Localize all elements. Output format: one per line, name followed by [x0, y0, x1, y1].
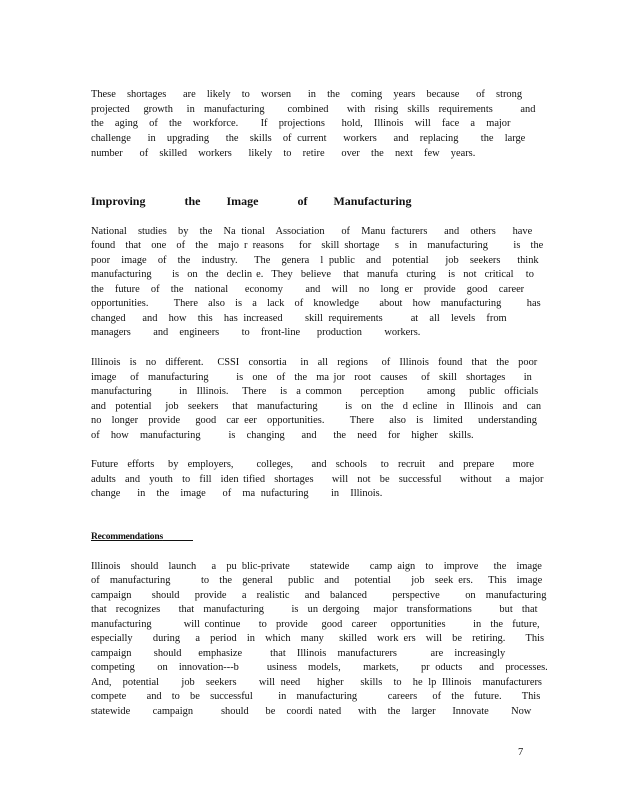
section-heading-improving-image: Improving the Image of Manufacturing — [91, 194, 412, 208]
paragraph-4-line: adults and youth to fill iden tified shortages will not be successful without a major — [91, 474, 544, 485]
paragraph-2-line: poor image of the industry. The genera l public and potential job seekers think — [91, 255, 539, 266]
paragraph-2-line: changed and how this has increased skill requirements at all levels from — [91, 313, 507, 324]
paragraph-5-line: statewide campaign should be coordi nated with the larger Innovate Now — [91, 706, 532, 717]
paragraph-1-line: projected growth in manufacturing combined with rising skills requirements and — [91, 104, 536, 115]
paragraph-4-line: Future efforts by employers, colleges, and schools to recruit and prepare more — [91, 459, 534, 470]
paragraph-5-line: manufacturing will continue to provide good career opportunities in the future, — [91, 619, 540, 630]
paragraph-4-line: change in the image of ma nufacturing in Illinois. — [91, 488, 383, 499]
paragraph-2-line: managers and engineers to front-line production workers. — [91, 327, 421, 338]
paragraph-2-line: manufacturing is on the declin e. They believe that manufa cturing is not critical to — [91, 269, 534, 280]
page-number: 7 — [518, 747, 524, 758]
paragraph-3-line: no longer provide good car eer opportunities. There also is limited understanding — [91, 415, 537, 426]
paragraph-2-line: found that one of the majo r reasons for skill shortage s in manufacturing is the — [91, 240, 544, 251]
paragraph-3-line: of how manufacturing is changing and the need for higher skills. — [91, 430, 474, 441]
paragraph-1-line: challenge in upgrading the skills of current workers and replacing the large — [91, 133, 526, 144]
paragraph-5-line: compete and to be successful in manufacturing careers of the future. This — [91, 691, 541, 702]
paragraph-1-line: the aging of the workforce. If projections hold, Illinois will face a major — [91, 118, 511, 129]
paragraph-2-line: opportunities. There also is a lack of knowledge about how manufacturing has — [91, 298, 541, 309]
paragraph-3-line: image of manufacturing is one of the ma jor root causes of skill shortages in — [91, 372, 532, 383]
paragraph-1-line: number of skilled workers likely to retire over the next few years. — [91, 148, 476, 159]
paragraph-5-line: competing on innovation---b usiness models, markets, pr oducts and processes. — [91, 662, 548, 673]
paragraph-5-line: campaign should emphasize that Illinois manufacturers are increasingly — [91, 648, 506, 659]
paragraph-2-line: National studies by the Na tional Association of Manu facturers and others have — [91, 226, 533, 237]
paragraph-3-line: Illinois is no different. CSSI consortia in all regions of Illinois found that the poor — [91, 357, 538, 368]
paragraph-5-line: of manufacturing to the general public and potential job seek ers. This image — [91, 575, 543, 586]
paragraph-5-line: campaign should provide a realistic and balanced perspective on manufacturing — [91, 590, 547, 601]
paragraph-3-line: and potential job seekers that manufacturing is on the d ecline in Illinois and can — [91, 401, 542, 412]
paragraph-3-line: manufacturing in Illinois. There is a common perception among public officials — [91, 386, 539, 397]
paragraph-5-line: that recognizes that manufacturing is un dergoing major transformations but that — [91, 604, 538, 615]
paragraph-2-line: the future of the national economy and will no long er provide good career — [91, 284, 525, 295]
paragraph-5-line: Illinois should launch a pu blic-private statewide camp aign to improve the image — [91, 561, 542, 572]
paragraph-1-line: These shortages are likely to worsen in the coming years because of strong — [91, 89, 523, 100]
section-heading-recommendations: Recommendations — [91, 532, 193, 542]
paragraph-5-line: especially during a period in which many skilled work ers will be retiring. This — [91, 633, 545, 644]
paragraph-5-line: And, potential job seekers will need higher skills to he lp Illinois manufacturers — [91, 677, 542, 688]
